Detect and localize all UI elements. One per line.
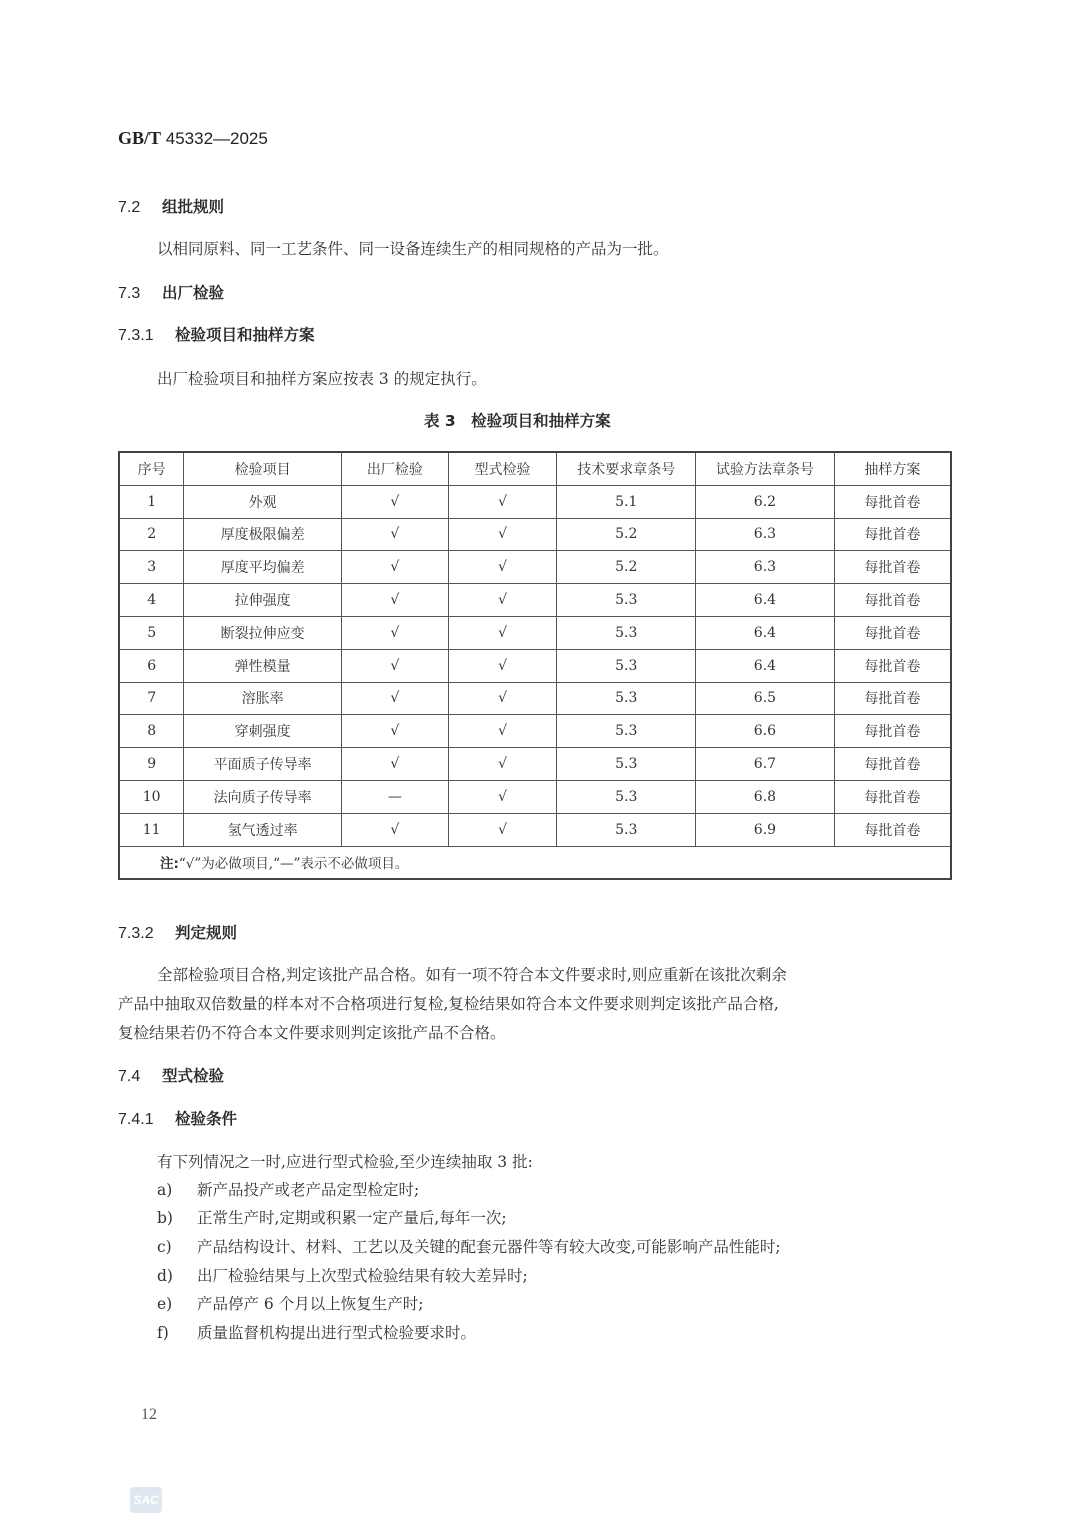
cell-factory-inspection: √ xyxy=(341,485,448,518)
cell-type-inspection: √ xyxy=(448,584,557,617)
table-row xyxy=(119,551,951,584)
col-header-tech-requirement-clause: 技术要求章条号 xyxy=(557,452,696,485)
cell-factory-inspection: √ xyxy=(341,616,448,649)
cell-tech-requirement-clause: 5.3 xyxy=(557,584,696,617)
cell-sampling-plan: 每批首卷 xyxy=(834,518,951,551)
cell-item: 厚度极限偏差 xyxy=(184,518,342,551)
heading-7-3-2: 7.3.2 判定规则 xyxy=(118,924,238,942)
cell-test-method-clause: 6.3 xyxy=(696,551,835,584)
paragraph-7-4-1-intro: 有下列情况之一时,应进行型式检验,至少连续抽取 3 批: xyxy=(157,1153,533,1171)
cell-sampling-plan: 每批首卷 xyxy=(834,616,951,649)
cell-factory-inspection: √ xyxy=(341,551,448,584)
list-item-d: d) 出厂检验结果与上次型式检验结果有较大差异时; xyxy=(157,1267,528,1285)
cell-type-inspection: √ xyxy=(448,551,557,584)
cell-test-method-clause: 6.4 xyxy=(696,584,835,617)
cell-tech-requirement-clause: 5.3 xyxy=(557,780,696,813)
cell-type-inspection: √ xyxy=(448,715,557,748)
cell-tech-requirement-clause: 5.3 xyxy=(557,649,696,682)
paragraph-7-2: 以相同原料、同一工艺条件、同一设备连续生产的相同规格的产品为一批。 xyxy=(157,240,669,258)
cell-type-inspection: √ xyxy=(448,748,557,781)
cell-index: 8 xyxy=(119,715,184,748)
cell-index: 9 xyxy=(119,748,184,781)
cell-factory-inspection: — xyxy=(341,780,448,813)
cell-item: 厚度平均偏差 xyxy=(184,551,342,584)
page-number: 12 xyxy=(141,1406,157,1423)
cell-type-inspection: √ xyxy=(448,682,557,715)
table-row xyxy=(119,584,951,617)
cell-tech-requirement-clause: 5.2 xyxy=(557,551,696,584)
heading-7-4: 7.4 型式检验 xyxy=(118,1067,225,1085)
cell-factory-inspection: √ xyxy=(341,748,448,781)
sac-logo-icon: SAC xyxy=(130,1487,162,1513)
cell-tech-requirement-clause: 5.3 xyxy=(557,616,696,649)
paragraph-7-3-2-line-3: 复检结果若仍不符合本文件要求则判定该批产品不合格。 xyxy=(118,1024,506,1042)
cell-tech-requirement-clause: 5.3 xyxy=(557,682,696,715)
table-row xyxy=(119,715,951,748)
col-header-test-method-clause: 试验方法章条号 xyxy=(696,452,835,485)
col-header-factory-inspection: 出厂检验 xyxy=(341,452,448,485)
table-note xyxy=(119,846,951,879)
cell-type-inspection: √ xyxy=(448,813,557,846)
cell-item: 平面质子传导率 xyxy=(184,748,342,781)
cell-factory-inspection: √ xyxy=(341,682,448,715)
cell-sampling-plan: 每批首卷 xyxy=(834,682,951,715)
cell-factory-inspection: √ xyxy=(341,518,448,551)
paragraph-7-3-2-line-1: 全部检验项目合格,判定该批产品合格。如有一项不符合本文件要求时,则应重新在该批次剩余 xyxy=(157,966,787,984)
paragraph-7-3-2-line-2: 产品中抽取双倍数量的样本对不合格项进行复检,复检结果如符合本文件要求则判定该批产品合格, xyxy=(118,995,779,1013)
cell-index: 3 xyxy=(119,551,184,584)
cell-type-inspection: √ xyxy=(448,649,557,682)
cell-test-method-clause: 6.8 xyxy=(696,780,835,813)
cell-type-inspection: √ xyxy=(448,485,557,518)
cell-index: 2 xyxy=(119,518,184,551)
cell-test-method-clause: 6.6 xyxy=(696,715,835,748)
heading-7-3-1: 7.3.1 检验项目和抽样方案 xyxy=(118,326,315,344)
table-row xyxy=(119,780,951,813)
cell-tech-requirement-clause: 5.2 xyxy=(557,518,696,551)
table-note-row xyxy=(119,846,951,879)
cell-tech-requirement-clause: 5.1 xyxy=(557,485,696,518)
cell-test-method-clause: 6.4 xyxy=(696,649,835,682)
col-header-type-inspection: 型式检验 xyxy=(448,452,557,485)
cell-item: 弹性模量 xyxy=(184,649,342,682)
list-item-c: c) 产品结构设计、材料、工艺以及关键的配套元器件等有较大改变,可能影响产品性能时; xyxy=(157,1238,781,1256)
col-header-item: 检验项目 xyxy=(184,452,342,485)
cell-item: 溶胀率 xyxy=(184,682,342,715)
cell-index: 1 xyxy=(119,485,184,518)
cell-type-inspection: √ xyxy=(448,616,557,649)
cell-item: 外观 xyxy=(184,485,342,518)
cell-test-method-clause: 6.9 xyxy=(696,813,835,846)
col-header-index: 序号 xyxy=(119,452,184,485)
table-row xyxy=(119,649,951,682)
cell-test-method-clause: 6.2 xyxy=(696,485,835,518)
table-caption: 表 3 检验项目和抽样方案 xyxy=(424,412,611,430)
standard-code: 45332—2025 xyxy=(165,129,268,148)
heading-7-4-1: 7.4.1 检验条件 xyxy=(118,1110,238,1128)
cell-item: 法向质子传导率 xyxy=(184,780,342,813)
cell-factory-inspection: √ xyxy=(341,584,448,617)
table-row xyxy=(119,748,951,781)
cell-test-method-clause: 6.5 xyxy=(696,682,835,715)
cell-tech-requirement-clause: 5.3 xyxy=(557,715,696,748)
list-item-a: a) 新产品投产或老产品定型检定时; xyxy=(157,1181,420,1199)
cell-factory-inspection: √ xyxy=(341,715,448,748)
cell-item: 穿刺强度 xyxy=(184,715,342,748)
note-label: 注: xyxy=(160,856,179,873)
cell-factory-inspection: √ xyxy=(341,649,448,682)
cell-tech-requirement-clause: 5.3 xyxy=(557,813,696,846)
cell-factory-inspection: √ xyxy=(341,813,448,846)
list-item-b: b) 正常生产时,定期或积累一定产量后,每年一次; xyxy=(157,1209,507,1227)
paragraph-7-3-1: 出厂检验项目和抽样方案应按表 3 的规定执行。 xyxy=(157,370,487,388)
table-header-row xyxy=(119,452,951,485)
heading-7-2: 7.2 组批规则 xyxy=(118,198,225,216)
cell-index: 10 xyxy=(119,780,184,813)
col-header-sampling-plan: 抽样方案 xyxy=(834,452,951,485)
cell-type-inspection: √ xyxy=(448,780,557,813)
cell-test-method-clause: 6.7 xyxy=(696,748,835,781)
cell-type-inspection: √ xyxy=(448,518,557,551)
cell-test-method-clause: 6.3 xyxy=(696,518,835,551)
cell-index: 11 xyxy=(119,813,184,846)
cell-item: 拉伸强度 xyxy=(184,584,342,617)
cell-index: 5 xyxy=(119,616,184,649)
table-row xyxy=(119,813,951,846)
cell-sampling-plan: 每批首卷 xyxy=(834,551,951,584)
table-row xyxy=(119,616,951,649)
cell-item: 断裂拉伸应变 xyxy=(184,616,342,649)
cell-sampling-plan: 每批首卷 xyxy=(834,715,951,748)
table-row xyxy=(119,682,951,715)
note-text: “√”为必做项目,“—”表示不必做项目。 xyxy=(178,856,409,873)
cell-sampling-plan: 每批首卷 xyxy=(834,485,951,518)
table-row xyxy=(119,485,951,518)
standard-prefix: GB/T xyxy=(118,128,162,148)
standard-number xyxy=(118,128,268,149)
list-item-f: f) 质量监督机构提出进行型式检验要求时。 xyxy=(157,1324,477,1342)
cell-sampling-plan: 每批首卷 xyxy=(834,780,951,813)
cell-sampling-plan: 每批首卷 xyxy=(834,584,951,617)
table-row xyxy=(119,518,951,551)
cell-index: 6 xyxy=(119,649,184,682)
cell-sampling-plan: 每批首卷 xyxy=(834,813,951,846)
cell-tech-requirement-clause: 5.3 xyxy=(557,748,696,781)
cell-item: 氢气透过率 xyxy=(184,813,342,846)
list-item-e: e) 产品停产 6 个月以上恢复生产时; xyxy=(157,1295,424,1313)
cell-test-method-clause: 6.4 xyxy=(696,616,835,649)
inspection-table xyxy=(118,451,952,880)
heading-7-3: 7.3 出厂检验 xyxy=(118,284,225,302)
cell-sampling-plan: 每批首卷 xyxy=(834,649,951,682)
cell-index: 4 xyxy=(119,584,184,617)
cell-sampling-plan: 每批首卷 xyxy=(834,748,951,781)
cell-index: 7 xyxy=(119,682,184,715)
